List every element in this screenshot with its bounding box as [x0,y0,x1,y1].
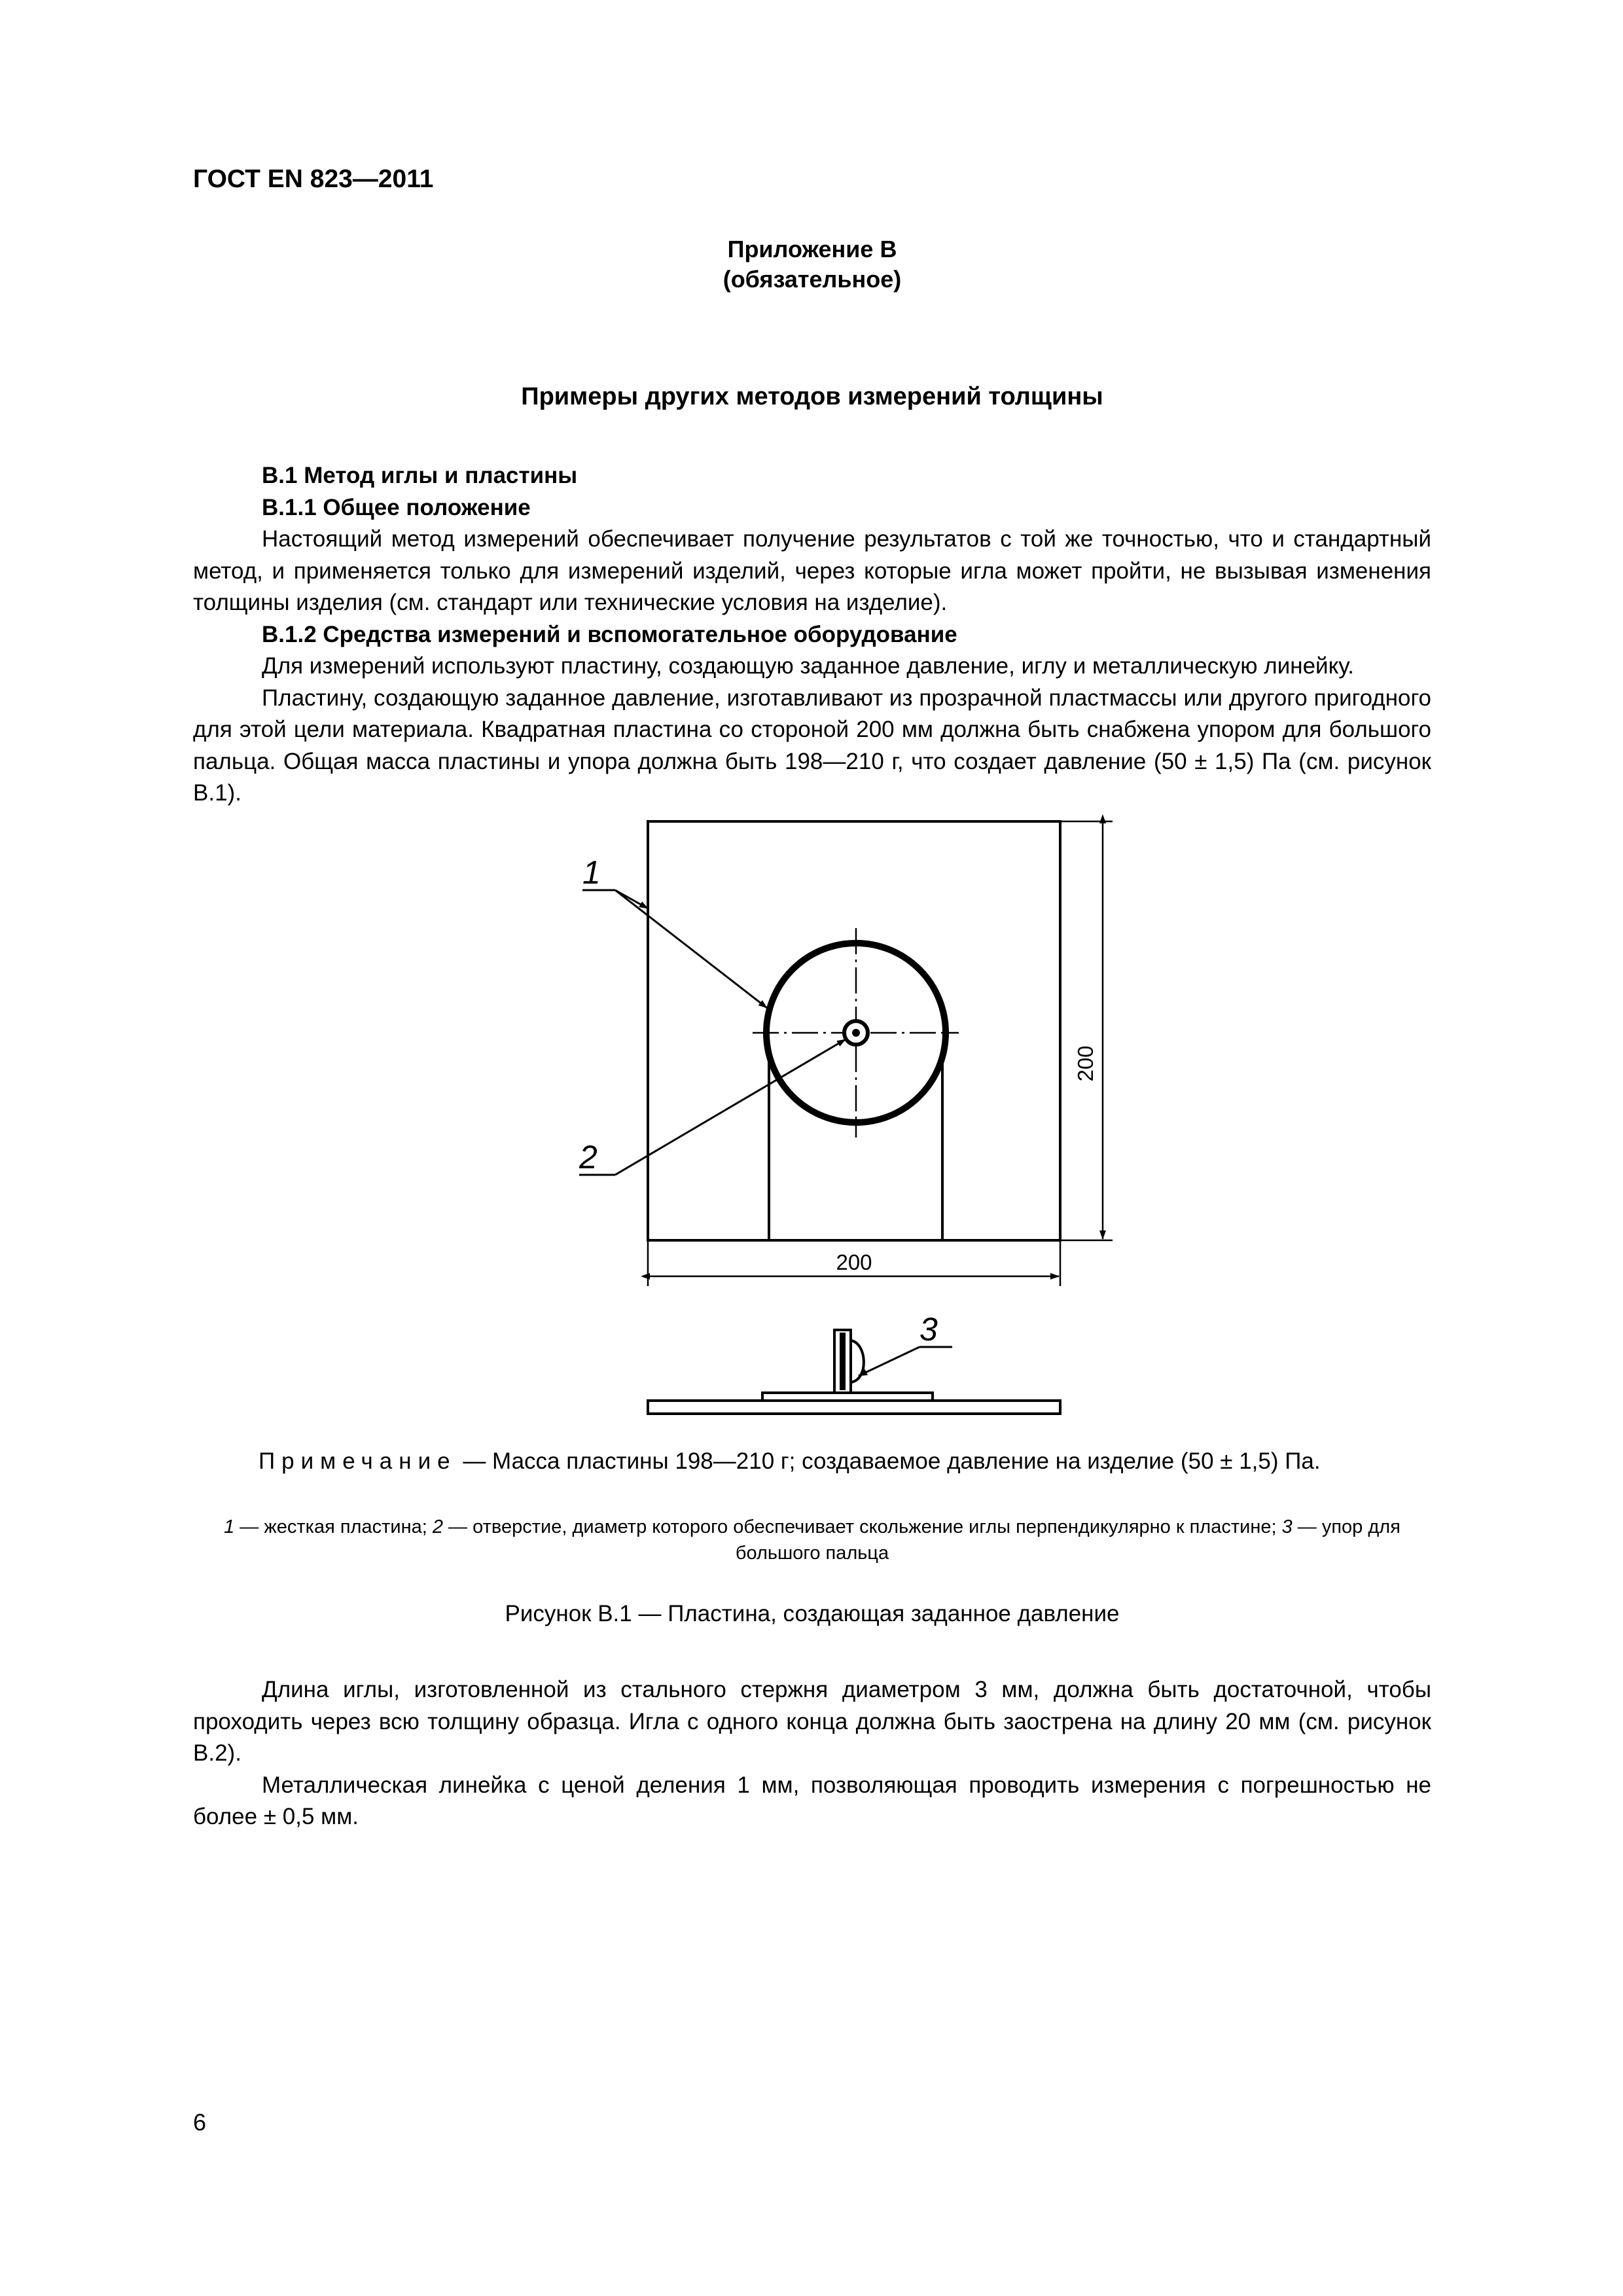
side-view-plate [648,1401,1060,1414]
text-block-after-figure [193,1674,1431,1833]
figure-label-1: 1 [582,854,601,891]
legend-num-1: 1 [224,1516,235,1537]
legend-text-1: — жесткая пластина; [234,1516,433,1537]
heading-b12: В.1.2 Средства измерений и вспомогательное оборудование [262,621,957,647]
figure-label-3: 3 [919,1311,938,1348]
section-title: Примеры других методов измерений толщины [521,383,1103,410]
note-text: — Масса пластины 198—210 г; создаваемое давление на изделие (50 ± 1,5) Па. [456,1448,1321,1474]
legend-text-3: — упор для большого пальца [735,1516,1400,1564]
figure-label-2: 2 [579,1139,597,1175]
annex-title: Приложение В [727,236,897,262]
legend-num-3: 3 [1281,1516,1293,1537]
leader-3-to-rest [859,1347,919,1376]
figure-caption: Рисунок В.1 — Пластина, создающая заданное давление [505,1601,1120,1626]
leader-1-to-circle [615,890,767,1008]
paragraph-b12-1: Для измерений используют пластину, создающую заданное давление, иглу и металлическую линейку. [262,653,1355,679]
note-prefix: Примечание [259,1448,457,1474]
figure-legend [193,1514,1431,1566]
figure-note [259,1448,1436,1475]
paragraph-b12-2: Пластину, создающую заданное давление, изготавливают из прозрачной пластмассы или другого пригодного для этой цели материала. Квадратная пластина со стороной 200 мм должна быть снабжена упором для большого пальца. Общая масса пластины и упора должна быть 198—210 г, что создает давление (50 ± 1,5) Па (см. рисунок В.1). [193,685,1431,806]
heading-b11: В.1.1 Общее положение [262,494,531,520]
page-number: 6 [193,2109,207,2136]
document-header: ГОСТ EN 823—2011 [193,165,434,193]
dim-label-vertical: 200 [1073,1045,1097,1082]
dim-label-horizontal: 200 [836,1250,872,1274]
paragraph-ruler: Металлическая линейка с ценой деления 1 мм, позволяющая проводить измерения с погрешностью не более ± 0,5 мм. [193,1772,1431,1829]
paragraph-b11: Настоящий метод измерений обеспечивает получение результатов с той же точностью, что и стандартный метод, и применяется только для измерений изделий, через которые игла может пройти, не вызывая изменения толщины изделия (см. стандарт или технические условия на изделие). [193,526,1431,615]
annex-status: (обязательное) [722,266,902,293]
paragraph-needle: Длина иглы, изготовленной из стального стержня диаметром 3 мм, должна быть достаточной, чтобы проходить через всю толщину образца. Игла с одного конца должна быть заострена на длину 20 мм (см. рисунок В.2). [193,1677,1431,1766]
legend-text-2: — отверстие, диаметр которого обеспечивает скольжение иглы перпендикулярно к пластине; [443,1516,1282,1537]
legend-num-2: 2 [432,1516,443,1537]
heading-b1: В.1 Метод иглы и пластины [262,463,578,488]
